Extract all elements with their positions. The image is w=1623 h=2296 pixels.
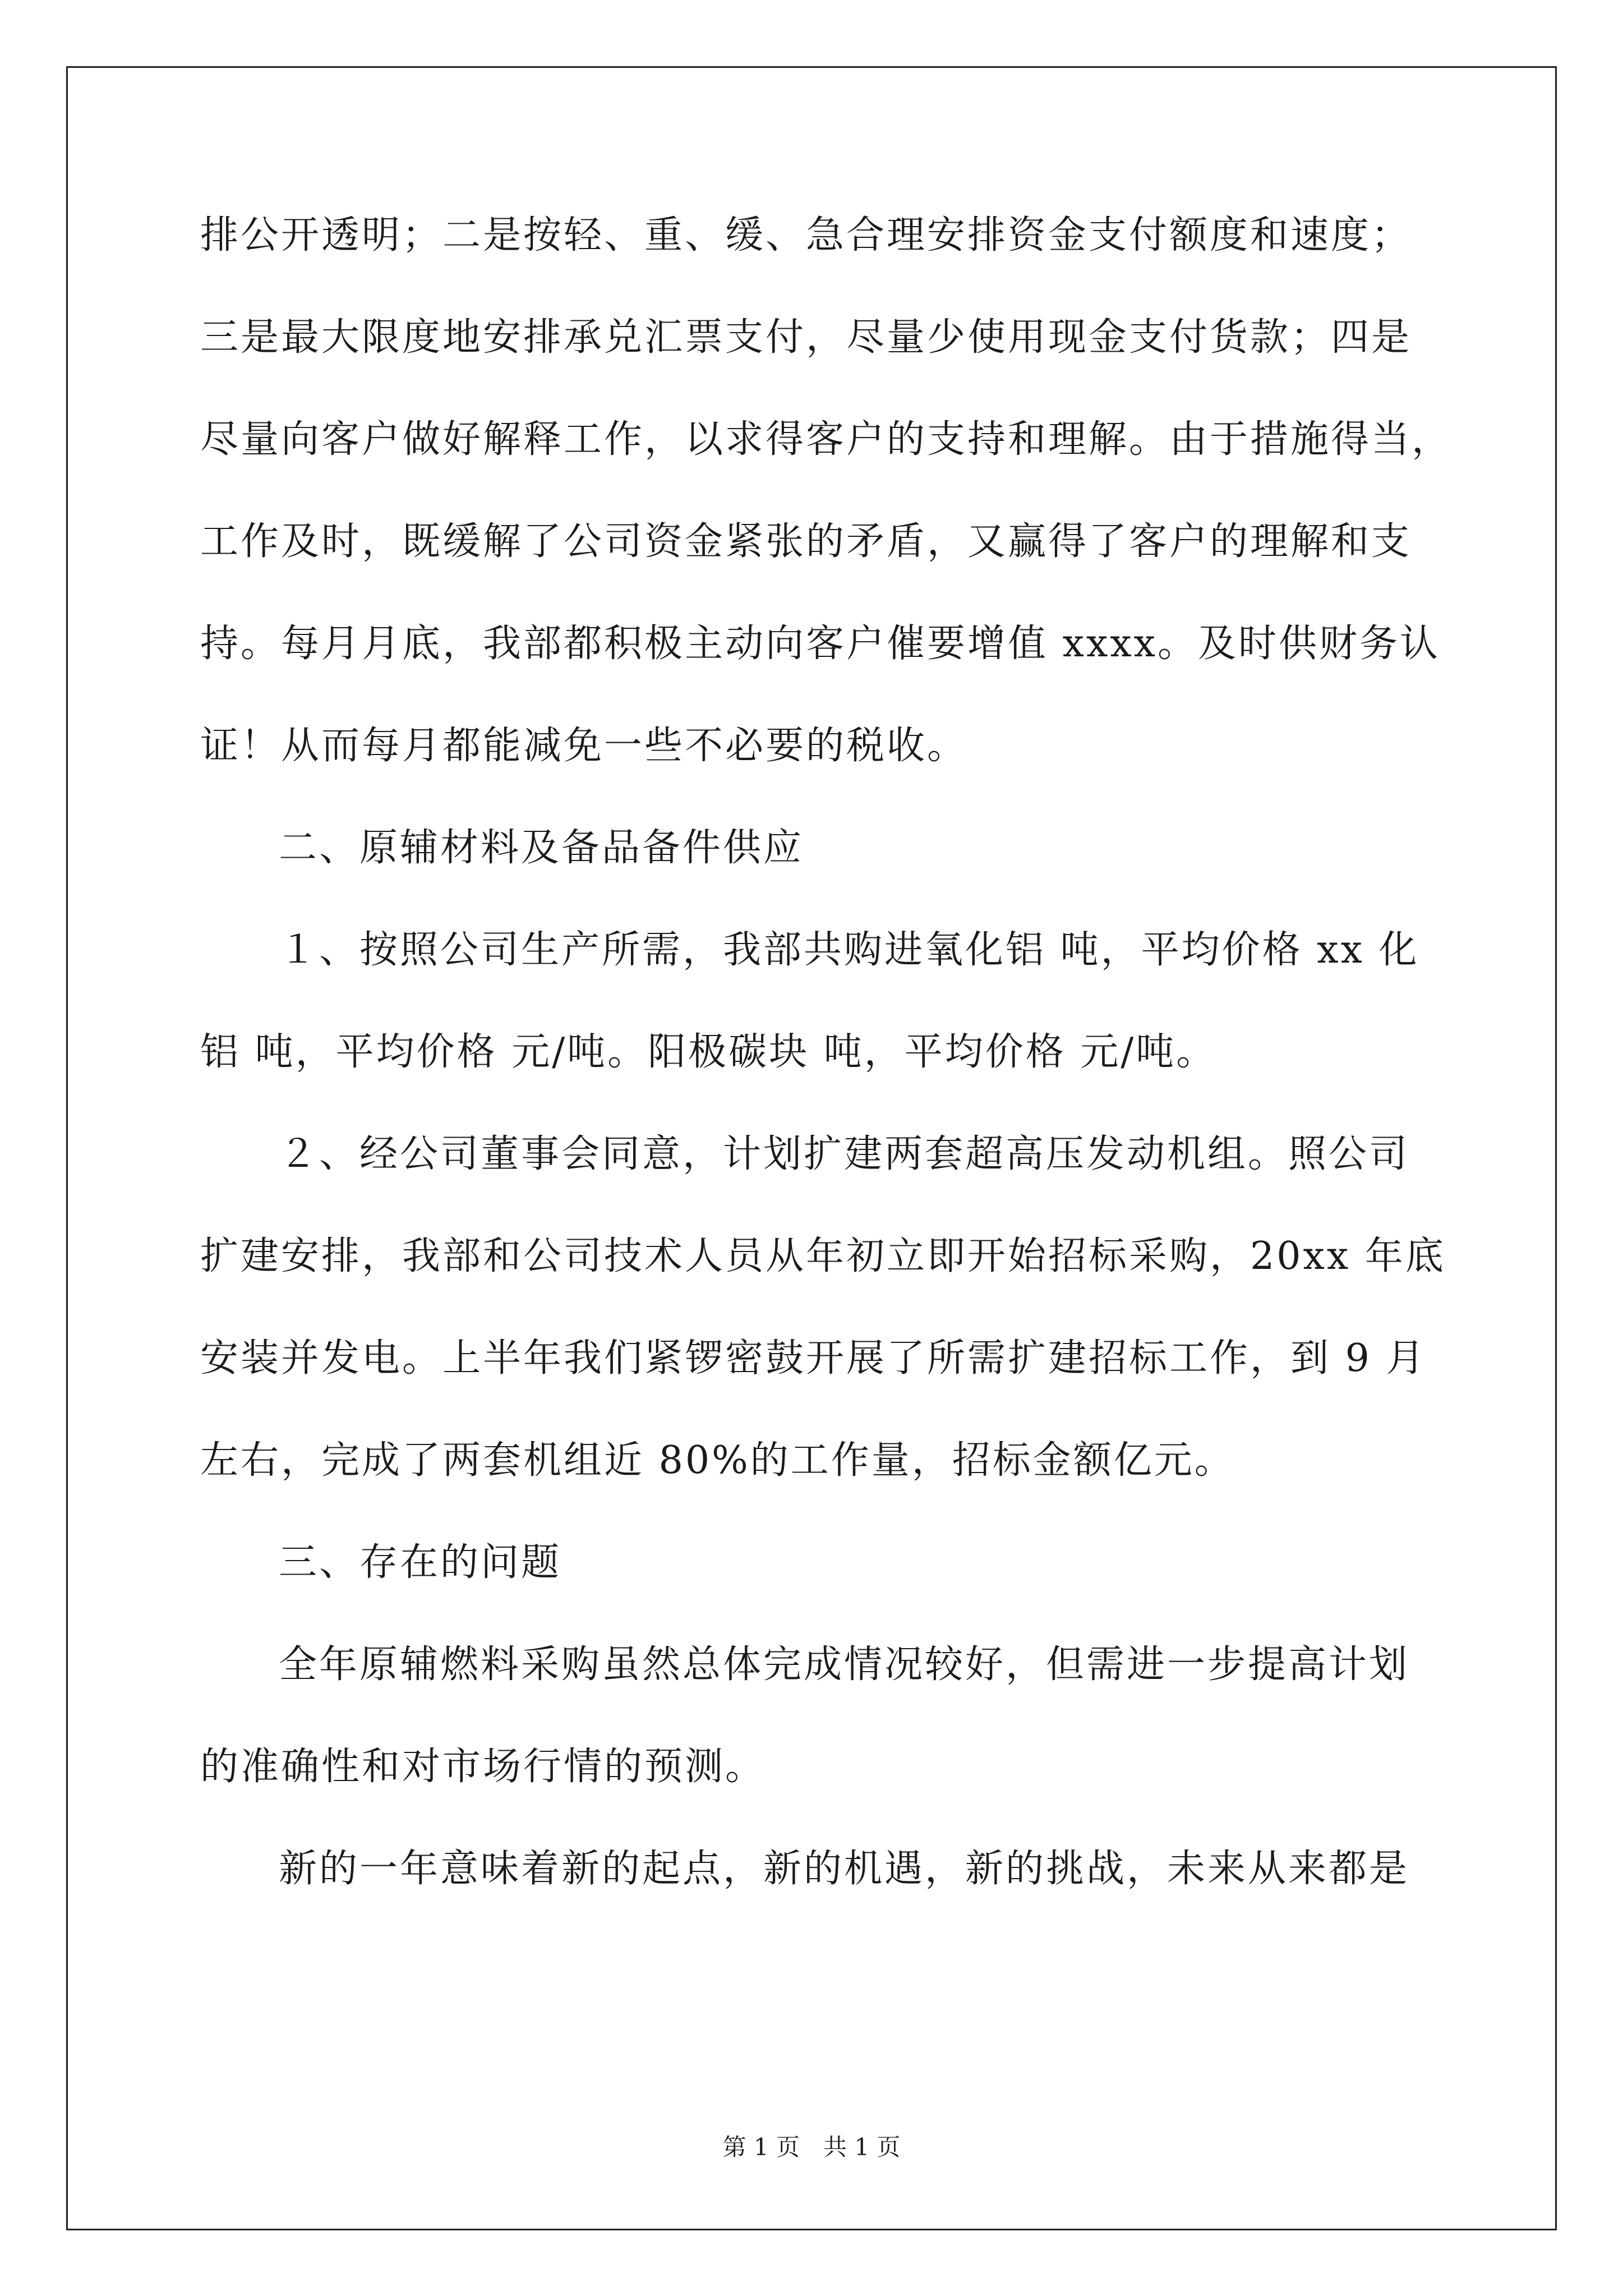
paragraph-line: 尽量向客户做好解释工作，以求得客户的支持和理解。由于措施得当， — [200, 417, 1453, 462]
paragraph-line: 铝 吨，平均价格 元/吨。阳极碳块 吨，平均价格 元/吨。 — [200, 1030, 1217, 1074]
paragraph-line: １、按照公司生产所需，我部共购进氧化铝 吨，平均价格 xx 化 — [279, 928, 1419, 972]
section-heading: 二、原辅材料及备品备件供应 — [279, 826, 804, 870]
paragraph-line: ２、经公司董事会同意，计划扩建两套超高压发动机组。照公司 — [279, 1132, 1410, 1176]
paragraph-line: 左右，完成了两套机组近 80%的工作量，招标金额亿元。 — [200, 1438, 1235, 1483]
paragraph-line: 新的一年意味着新的起点，新的机遇，新的挑战，未来从来都是 — [279, 1847, 1410, 1891]
paragraph-line: 全年原辅燃料采购虽然总体完成情况较好，但需进一步提高计划 — [279, 1642, 1410, 1687]
paragraph-line: 安装并发电。上半年我们紧锣密鼓开展了所需扩建招标工作，到 9 月 — [200, 1336, 1427, 1381]
paragraph-line: 三是最大限度地安排承兑汇票支付，尽量少使用现金支付货款；四是 — [200, 315, 1412, 360]
paragraph-line: 排公开透明；二是按轻、重、缓、急合理安排资金支付额度和速度； — [200, 213, 1412, 257]
page-number-footer: 第 1 页 共 1 页 — [722, 2133, 901, 2161]
paragraph-line: 证！从而每月都能减免一些不必要的税收。 — [200, 724, 968, 768]
paragraph-line: 扩建安排，我部和公司技术人员从年初立即开始招标采购，20xx 年底 — [200, 1234, 1446, 1278]
paragraph-line: 持。每月月底，我部都积极主动向客户催要增值 xxxx。及时供财务认 — [200, 622, 1441, 666]
section-heading: 三、存在的问题 — [279, 1540, 562, 1585]
paragraph-line: 的准确性和对市场行情的预测。 — [200, 1745, 766, 1789]
paragraph-line: 工作及时，既缓解了公司资金紧张的矛盾，又赢得了客户的理解和支 — [200, 519, 1412, 564]
